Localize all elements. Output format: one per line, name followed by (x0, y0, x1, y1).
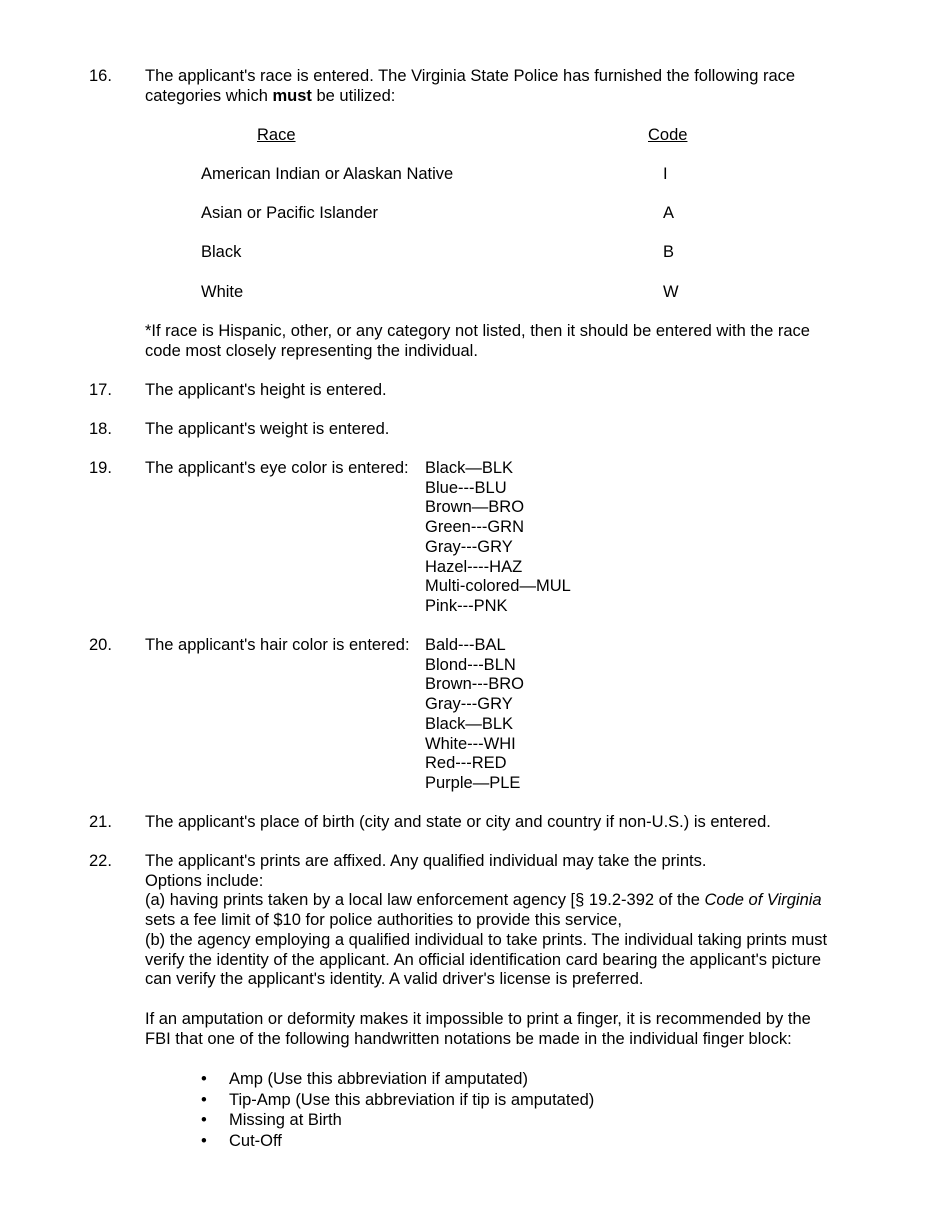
hair-color-option: Purple—PLE (425, 773, 521, 792)
eye-color-option: Gray---GRY (425, 537, 513, 556)
notation-item: Tip-Amp (Use this abbreviation if tip is amputated) (229, 1091, 595, 1109)
item-16-line1: The applicant's race is entered. The Virginia State Police has furnished the following race (145, 67, 796, 85)
race-note (145, 322, 865, 361)
item-22-line2: Options include: (145, 871, 264, 890)
item-19-text: The applicant's eye color is entered: (145, 459, 409, 477)
hair-color-option: Black—BLK (425, 714, 514, 733)
item-20-number: 20. (89, 636, 112, 654)
item-16-line2-pre: categories which (145, 86, 273, 105)
amputation-line1: If an amputation or deformity makes it impossible to print a finger, it is recommended by the (145, 1010, 811, 1028)
item-19-number: 19. (89, 459, 112, 477)
race-row-label: Asian or Pacific Islander (201, 204, 378, 222)
item-22-line3-pre: (a) having prints taken by a local law enforcement agency [§ 19.2-392 of the (145, 891, 705, 910)
item-22-number: 22. (89, 852, 112, 870)
eye-color-option: Brown—BRO (425, 498, 525, 517)
item-18-number: 18. (89, 420, 112, 438)
race-row-code: B (663, 243, 675, 261)
hair-color-list (425, 636, 524, 794)
bullet-icon: • (201, 1111, 207, 1129)
hair-color-option: Bald---BAL (425, 636, 506, 654)
race-row-label: Black (201, 243, 242, 261)
notation-item: Amp (Use this abbreviation if amputated) (229, 1070, 528, 1088)
item-16-line2-post: be utilized: (311, 86, 396, 105)
race-row-code: W (663, 283, 679, 301)
amputation-paragraph (145, 1010, 865, 1049)
race-row-label: American Indian or Alaskan Native (201, 165, 454, 183)
item-16-number: 16. (89, 67, 112, 85)
race-row-code: I (663, 165, 668, 183)
amputation-line2: FBI that one of the following handwritten notations be made in the individual finger block: (145, 1029, 792, 1048)
race-note-line1: *If race is Hispanic, other, or any category not listed, then it should be entered with the race (145, 322, 810, 340)
hair-color-option: Blond---BLN (425, 655, 516, 674)
item-21-number: 21. (89, 813, 112, 831)
eye-color-option: Black—BLK (425, 459, 514, 477)
notation-item: Cut-Off (229, 1132, 282, 1150)
hair-color-option: White---WHI (425, 734, 516, 753)
eye-color-option: Blue---BLU (425, 478, 507, 497)
eye-color-option: Hazel----HAZ (425, 557, 523, 576)
item-22-text (145, 852, 865, 990)
eye-color-option: Pink---PNK (425, 596, 508, 615)
code-of-virginia: Code of Virginia (704, 891, 822, 910)
bullet-icon: • (201, 1132, 207, 1150)
item-22-line3 (145, 891, 865, 911)
bullet-icon: • (201, 1091, 207, 1109)
race-column-header: Race (257, 126, 296, 144)
hair-color-option: Red---RED (425, 754, 507, 773)
item-22-line7: can verify the applicant's identity. A valid driver's license is preferred. (145, 970, 644, 989)
bullet-icon: • (201, 1070, 207, 1088)
hair-color-option: Gray---GRY (425, 695, 513, 714)
item-22-line1: The applicant's prints are affixed. Any qualified individual may take the prints. (145, 852, 707, 870)
item-17-text: The applicant's height is entered. (145, 381, 387, 399)
code-column-header: Code (648, 126, 688, 144)
race-row-label: White (201, 283, 244, 301)
notation-item: Missing at Birth (229, 1111, 342, 1129)
eye-color-list (425, 459, 571, 617)
item-16-must: must (272, 86, 312, 105)
hair-color-option: Brown---BRO (425, 675, 525, 694)
eye-color-option: Green---GRN (425, 518, 525, 537)
item-21-text: The applicant's place of birth (city and state or city and country if non-U.S.) is entered. (145, 813, 771, 831)
item-22-line4: sets a fee limit of $10 for police authorities to provide this service, (145, 911, 622, 930)
item-18-text: The applicant's weight is entered. (145, 420, 390, 438)
item-16-text (145, 67, 865, 106)
item-22-line5: (b) the agency employing a qualified individual to take prints. The individual taking prints must (145, 930, 828, 949)
item-17-number: 17. (89, 381, 112, 399)
item-22-line6: verify the identity of the applicant. An official identification card bearing the applicant's picture (145, 950, 822, 969)
item-20-text: The applicant's hair color is entered: (145, 636, 410, 654)
race-row-code: A (663, 204, 675, 222)
race-note-line2: code most closely representing the individual. (145, 341, 478, 360)
eye-color-option: Multi-colored—MUL (425, 577, 571, 596)
